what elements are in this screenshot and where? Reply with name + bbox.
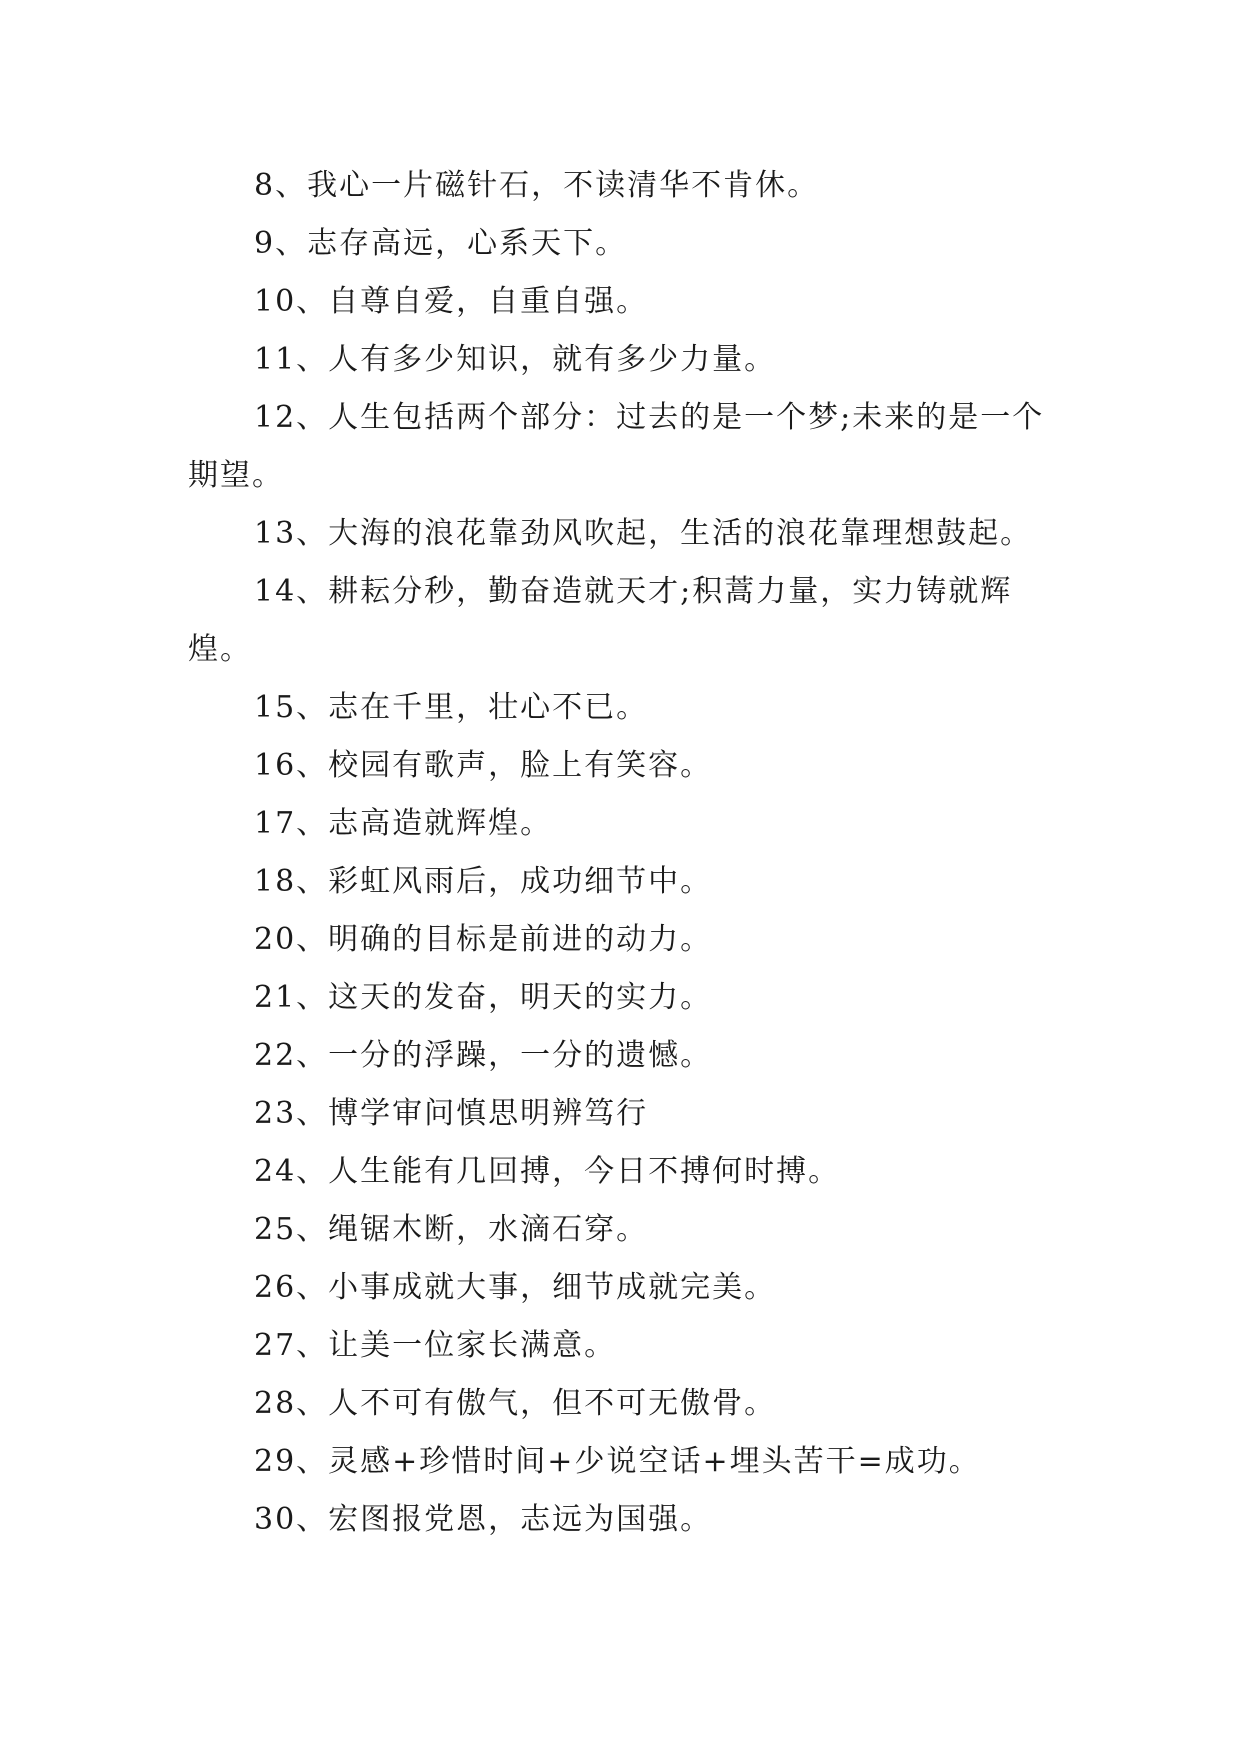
list-item: 21、这天的发奋，明天的实力。 bbox=[254, 980, 713, 1015]
list-item: 27、让美一位家长满意。 bbox=[254, 1328, 617, 1363]
document-body bbox=[188, 157, 1068, 1549]
list-item: 16、校园有歌声，脸上有笑容。 bbox=[254, 748, 713, 783]
list-item: 15、志在千里，壮心不已。 bbox=[254, 690, 649, 725]
list-item: 30、宏图报党恩，志远为国强。 bbox=[254, 1502, 713, 1537]
list-item: 11、人有多少知识，就有多少力量。 bbox=[254, 342, 777, 377]
list-item: 24、人生能有几回搏，今日不搏何时搏。 bbox=[254, 1154, 841, 1189]
list-item: 12、人生包括两个部分：过去的是一个梦;未来的是一个期望。 bbox=[188, 400, 1045, 493]
list-item: 23、博学审问慎思明辨笃行 bbox=[254, 1096, 649, 1131]
list-item: 10、自尊自爱，自重自强。 bbox=[254, 284, 649, 319]
list-item: 25、绳锯木断，水滴石穿。 bbox=[254, 1212, 649, 1247]
list-item: 28、人不可有傲气，但不可无傲骨。 bbox=[254, 1386, 777, 1421]
list-item: 26、小事成就大事，细节成就完美。 bbox=[254, 1270, 777, 1305]
list-item: 17、志高造就辉煌。 bbox=[254, 806, 553, 841]
list-item: 13、大海的浪花靠劲风吹起，生活的浪花靠理想鼓起。 bbox=[254, 516, 1033, 551]
list-item: 14、耕耘分秒，勤奋造就天才;积蒿力量，实力铸就辉煌。 bbox=[188, 574, 1013, 667]
list-item: 20、明确的目标是前进的动力。 bbox=[254, 922, 713, 957]
list-item: 18、彩虹风雨后，成功细节中。 bbox=[254, 864, 713, 899]
list-item: 29、灵感+珍惜时间+少说空话+埋头苦干=成功。 bbox=[254, 1444, 981, 1479]
list-item: 9、志存高远，心系天下。 bbox=[254, 226, 628, 261]
list-item: 8、我心一片磁针石，不读清华不肯休。 bbox=[254, 168, 820, 203]
list-item: 22、一分的浮躁，一分的遗憾。 bbox=[254, 1038, 713, 1073]
